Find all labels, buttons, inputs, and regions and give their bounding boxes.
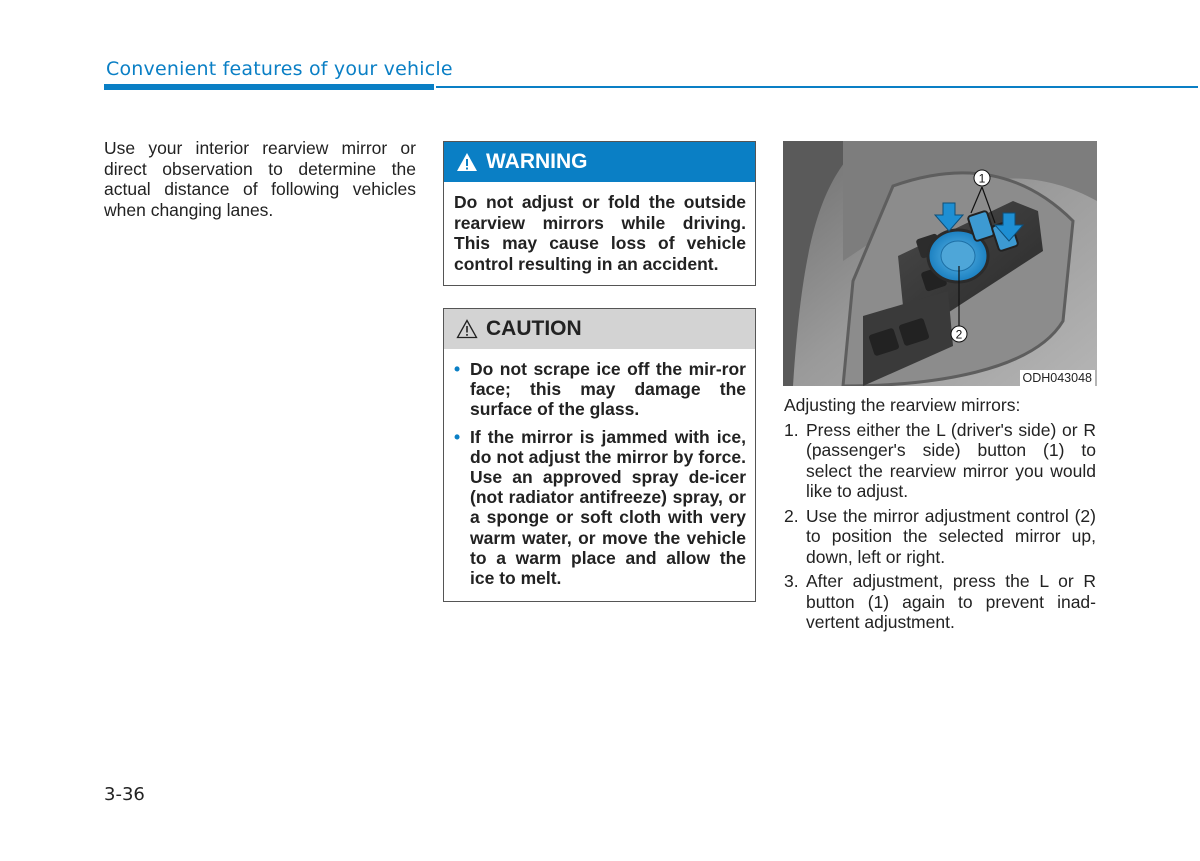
- bullet-icon: •: [454, 359, 461, 379]
- warning-text: Do not adjust or fold the outside rearview mirrors while driving. This may cause loss of vehicle control resulting in an accident.: [454, 192, 746, 274]
- caution-item: • Do not scrape ice off the mir-ror face; this may damage the surface of the glass.: [454, 359, 746, 420]
- caution-box: [443, 308, 756, 602]
- callout-2-label: 2: [955, 327, 963, 342]
- step-number: 1.: [784, 419, 799, 440]
- step-text: Use the mirror adjustment control (2) to position the selected mirror up, down, left or right.: [806, 505, 1096, 567]
- left-column-paragraph: Use your interior rearview mirror or direct observation to determine the actual distance of following vehicles when changing lanes.: [104, 138, 416, 220]
- step-number: 3.: [784, 571, 799, 591]
- step-item: [784, 571, 1096, 633]
- steps-list: [784, 420, 1096, 633]
- caution-item: • If the mirror is jammed with ice, do not adjust the mirror by force. Use an approved spray de-icer (not radiator antifreeze) spray, or a sponge or soft cloth with very warm water, or move the vehicle to a warm place and allow the ice to melt.: [454, 426, 746, 589]
- steps-intro: Adjusting the rearview mirrors:: [784, 395, 1021, 415]
- step-number: 2.: [784, 505, 799, 526]
- mirror-control-photo: [783, 141, 1097, 386]
- warning-header: [444, 142, 755, 182]
- step-text: Press either the L (driver's side) or R (passenger's side) button (1) to select the rearview mirror you would like to adjust.: [806, 419, 1096, 501]
- warning-box: [443, 141, 756, 286]
- caution-triangle-icon: [456, 319, 478, 339]
- caution-list: [444, 349, 755, 588]
- figure-code: ODH043048: [1020, 370, 1096, 386]
- section-title: Convenient features of your vehicle: [106, 58, 453, 80]
- header-rule-thin: [436, 86, 1198, 88]
- step-item: [784, 506, 1096, 568]
- callout-1-label: 1: [978, 171, 986, 186]
- step-item: [784, 420, 1096, 502]
- warning-title: WARNING: [486, 150, 588, 173]
- right-column: [784, 395, 1096, 637]
- page-number: 3-36: [104, 784, 145, 805]
- warning-triangle-icon: [456, 152, 478, 172]
- caution-title: CAUTION: [486, 317, 582, 340]
- door-panel-illustration: [783, 141, 1097, 386]
- step-text: After adjustment, press the L or R button (1) again to prevent inad-vertent adjustment.: [806, 571, 1096, 632]
- caution-header: [444, 309, 755, 349]
- header-rule-thick: [104, 84, 434, 90]
- bullet-icon: •: [454, 426, 461, 447]
